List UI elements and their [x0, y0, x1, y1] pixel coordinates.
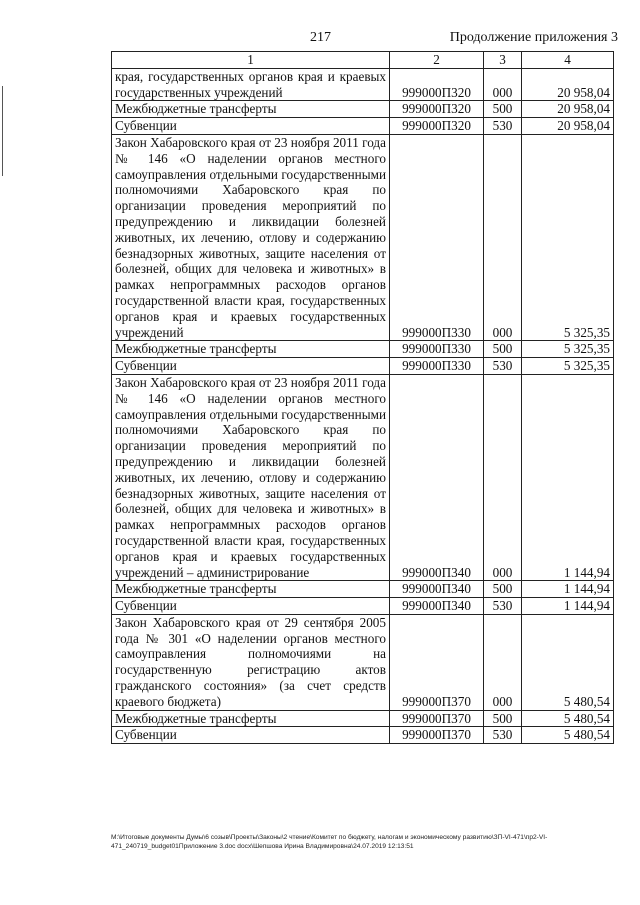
row-amount: 5 325,35: [522, 358, 614, 375]
row-type: 000: [484, 134, 522, 340]
column-header-4: 4: [522, 52, 614, 69]
row-description: Закон Хабаровского края от 23 ноября 2011 года № 146 «О наделении органов местного самоуправления отдельными государственными полномочиями Хабаровского края по организации проведения мероприятий по предупреждению и ликвидации болезней животных, их лечению, отлову и содержанию безнадзорных животных, защите населения от болезней, общих для человека и животных» в рамках непрограммных расходов органов государственной власти края, государственных органов края и краевых государственных учреждений – администрирование: [112, 374, 390, 580]
row-amount: 1 144,94: [522, 374, 614, 580]
row-description: Закон Хабаровского края от 29 сентября 2005 года № 301 «О наделении органов местного самоуправления полномочиями на государственную регистрацию актов гражданского состояния» (за счет средств краевого бюджета): [112, 614, 390, 710]
table-row: [112, 710, 614, 727]
row-code: 999000П330: [390, 134, 484, 340]
table-row: [112, 598, 614, 615]
page-header: [0, 30, 640, 50]
row-code: 999000П370: [390, 710, 484, 727]
row-type: 000: [484, 614, 522, 710]
row-type: 000: [484, 374, 522, 580]
row-code: 999000П340: [390, 581, 484, 598]
row-code: 999000П340: [390, 374, 484, 580]
table-row: [112, 118, 614, 135]
row-code: 999000П320: [390, 118, 484, 135]
row-description: края, государственных органов края и краевых государственных учреждений: [112, 68, 390, 101]
footer-line-1: M:\Итоговые документы Думы\6 созыв\Проекты\Законы\2 чтение\Комитет по бюджету, налогам и экономическому развитию\ЗП-VI-471\пр2-VI-: [111, 834, 548, 841]
row-code: 999000П320: [390, 68, 484, 101]
row-code: 999000П370: [390, 614, 484, 710]
column-header-1: 1: [112, 52, 390, 69]
table-row: [112, 727, 614, 744]
table-row: [112, 374, 614, 580]
row-type: 530: [484, 358, 522, 375]
row-type: 500: [484, 710, 522, 727]
footer-line-2: 471_240719_budget01Приложение 3.doc docx\Шепшова Ирина Владимировна\24.07.2019 12:13:51: [111, 842, 414, 850]
table-row: [112, 581, 614, 598]
row-description: Межбюджетные трансферты: [112, 341, 390, 358]
row-description: Субвенции: [112, 358, 390, 375]
row-amount: 5 480,54: [522, 614, 614, 710]
row-amount: 1 144,94: [522, 598, 614, 615]
row-amount: 5 325,35: [522, 341, 614, 358]
row-description: Закон Хабаровского края от 23 ноября 2011 года № 146 «О наделении органов местного самоуправления отдельными государственными полномочиями Хабаровского края по организации проведения мероприятий по предупреждению и ликвидации болезней животных, их лечению, отлову и содержанию безнадзорных животных, защите населения от болезней, общих для человека и животных» в рамках непрограммных расходов органов государственной власти края, государственных органов края и краевых государственных учреждений: [112, 134, 390, 340]
row-type: 500: [484, 581, 522, 598]
row-type: 000: [484, 68, 522, 101]
row-code: 999000П370: [390, 727, 484, 744]
table-row: [112, 68, 614, 101]
table-header-row: [112, 52, 614, 69]
row-code: 999000П320: [390, 101, 484, 118]
row-amount: 1 144,94: [522, 581, 614, 598]
row-type: 500: [484, 341, 522, 358]
page-number: 217: [310, 30, 331, 45]
continuation-label: Продолжение приложения 3: [449, 30, 618, 45]
row-type: 530: [484, 727, 522, 744]
table-row: [112, 341, 614, 358]
table-row: [112, 134, 614, 340]
row-amount: 5 325,35: [522, 134, 614, 340]
row-code: 999000П330: [390, 358, 484, 375]
row-amount: 5 480,54: [522, 727, 614, 744]
row-description: Межбюджетные трансферты: [112, 710, 390, 727]
column-header-2: 2: [390, 52, 484, 69]
row-description: Межбюджетные трансферты: [112, 581, 390, 598]
table-row: [112, 358, 614, 375]
row-code: 999000П330: [390, 341, 484, 358]
row-description: Субвенции: [112, 118, 390, 135]
row-amount: 20 958,04: [522, 118, 614, 135]
budget-table: [111, 51, 614, 744]
row-description: Межбюджетные трансферты: [112, 101, 390, 118]
table-row: [112, 101, 614, 118]
column-header-3: 3: [484, 52, 522, 69]
file-path-footer: [111, 834, 613, 851]
scan-edge-mark: [2, 86, 3, 176]
row-description: Субвенции: [112, 598, 390, 615]
row-type: 500: [484, 101, 522, 118]
row-code: 999000П340: [390, 598, 484, 615]
row-amount: 20 958,04: [522, 101, 614, 118]
row-type: 530: [484, 118, 522, 135]
row-type: 530: [484, 598, 522, 615]
row-amount: 5 480,54: [522, 710, 614, 727]
row-description: Субвенции: [112, 727, 390, 744]
table-row: [112, 614, 614, 710]
row-amount: 20 958,04: [522, 68, 614, 101]
